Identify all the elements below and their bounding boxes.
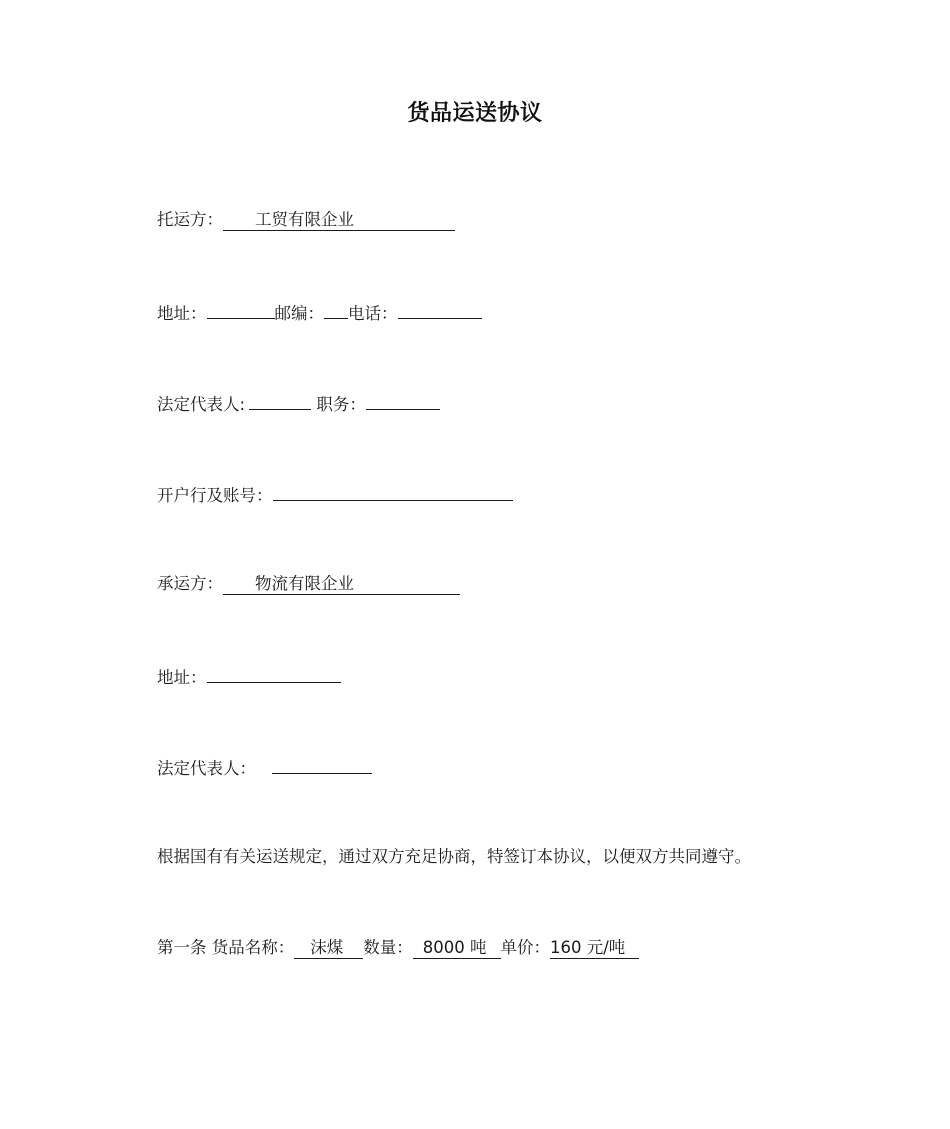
shipper-address-blank (207, 299, 275, 319)
shipper-legal-rep-blank (249, 390, 311, 410)
shipper-legal-rep-label: 法定代表人: (157, 395, 246, 414)
carrier-address-blank (207, 663, 341, 683)
carrier-legal-rep-blank (272, 754, 372, 774)
shipper-postcode-label: 邮编： (274, 304, 324, 323)
shipper-name-field (223, 210, 455, 231)
shipper-address-label: 地址： (157, 304, 207, 323)
preamble-paragraph: 根据国有有关运送规定，通过双方充足协商，特签订本协议，以便双方共同遵守。 (157, 847, 751, 866)
shipper-phone-blank (398, 299, 482, 319)
shipper-bank-blank (273, 481, 513, 501)
shipper-phone-label: 电话： (348, 304, 398, 323)
shipper-label: 托运方： (157, 210, 223, 229)
shipper-line (157, 208, 455, 232)
quantity-field (413, 938, 501, 959)
carrier-label: 承运方： (157, 574, 223, 593)
carrier-address-line (157, 663, 341, 690)
shipper-contact-line (157, 299, 482, 326)
article-1-line (157, 936, 639, 960)
article-1-prefix: 第一条 货品名称： (157, 938, 295, 957)
unit-price-value: 160 元/吨 (550, 938, 626, 957)
shipper-bank-line (157, 481, 513, 508)
shipper-name: 工贸有限企业 (255, 210, 354, 229)
carrier-name-field (223, 574, 460, 595)
unit-price-label: 单价： (500, 938, 550, 957)
document-title: 货品运送协议 (407, 101, 543, 126)
shipper-position-label: 职务： (316, 395, 366, 414)
quantity-value: 8000 吨 (422, 938, 487, 957)
carrier-rep-line (157, 754, 372, 781)
carrier-address-label: 地址： (157, 668, 207, 687)
shipper-bank-label: 开户行及账号： (157, 486, 273, 505)
shipper-position-blank (366, 390, 440, 410)
carrier-legal-rep-label: 法定代表人： (157, 759, 256, 778)
goods-name-field (294, 938, 363, 959)
shipper-rep-line (157, 390, 440, 417)
goods-name: 沫煤 (310, 938, 344, 957)
carrier-line (157, 572, 460, 596)
quantity-label: 数量： (363, 938, 413, 957)
shipper-postcode-blank (324, 299, 348, 319)
carrier-name: 物流有限企业 (255, 574, 354, 593)
unit-price-field (550, 938, 639, 959)
